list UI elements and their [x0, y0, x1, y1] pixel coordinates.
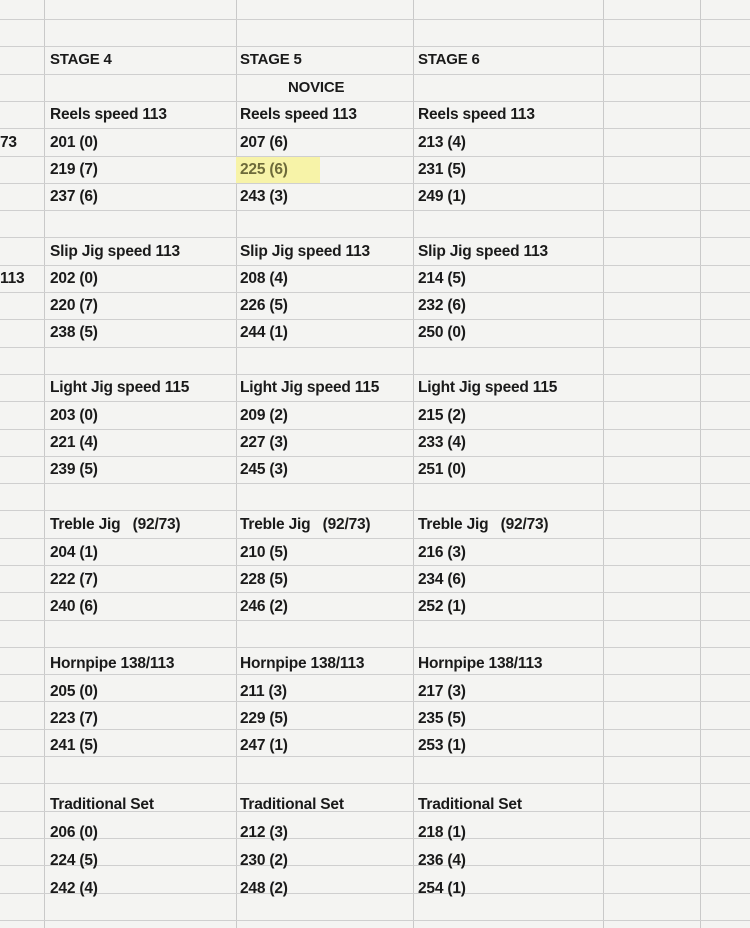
dance-title-light-jig-stage4: Light Jig speed 115 [50, 379, 190, 396]
dance-title-reels-stage4: Reels speed 113 [50, 106, 167, 123]
table-cell: 202 (0) [50, 270, 98, 287]
table-cell: 253 (1) [418, 737, 466, 754]
table-cell: 208 (4) [240, 270, 288, 287]
dance-title-hornpipe-stage5: Hornpipe 138/113 [240, 655, 365, 672]
table-cell: 209 (2) [240, 407, 288, 424]
level-label: NOVICE [288, 79, 345, 96]
table-cell: 240 (6) [50, 598, 98, 615]
table-cell: 201 (0) [50, 134, 98, 151]
table-cell: 239 (5) [50, 461, 98, 478]
highlighted-cell: 225 (6) [236, 157, 320, 183]
left-partial-value: 73 [0, 134, 17, 151]
grid-line [0, 429, 750, 430]
grid-line [0, 592, 750, 593]
table-cell: 222 (7) [50, 571, 98, 588]
grid-line [0, 210, 750, 211]
table-cell: 236 (4) [418, 852, 466, 869]
grid-line [0, 74, 750, 75]
grid-line [0, 838, 750, 839]
grid-line [0, 347, 750, 348]
table-cell: 232 (6) [418, 297, 466, 314]
table-cell: 250 (0) [418, 324, 466, 341]
table-cell: 252 (1) [418, 598, 466, 615]
table-cell: 231 (5) [418, 161, 466, 178]
dance-title-traditional-set-stage6: Traditional Set [418, 796, 522, 813]
table-cell: 233 (4) [418, 434, 466, 451]
dance-title-slip-jig-stage4: Slip Jig speed 113 [50, 243, 180, 260]
grid-line [0, 292, 750, 293]
stage-header-6: STAGE 6 [418, 51, 480, 68]
table-cell: 245 (3) [240, 461, 288, 478]
grid-line [700, 0, 701, 928]
table-cell: 206 (0) [50, 824, 98, 841]
grid-line [0, 456, 750, 457]
table-cell: 241 (5) [50, 737, 98, 754]
dance-title-light-jig-stage5: Light Jig speed 115 [240, 379, 380, 396]
table-cell: 242 (4) [50, 880, 98, 897]
dance-title-reels-stage6: Reels speed 113 [418, 106, 535, 123]
table-cell: 235 (5) [418, 710, 466, 727]
table-cell: 220 (7) [50, 297, 98, 314]
table-cell: 223 (7) [50, 710, 98, 727]
grid-line [0, 265, 750, 266]
table-cell: 213 (4) [418, 134, 466, 151]
dance-title-slip-jig-stage6: Slip Jig speed 113 [418, 243, 548, 260]
grid-line [0, 128, 750, 129]
grid-line [0, 565, 750, 566]
table-cell: 216 (3) [418, 544, 466, 561]
grid-line [44, 0, 45, 928]
grid-line [0, 401, 750, 402]
grid-line [0, 538, 750, 539]
grid-line [0, 701, 750, 702]
dance-title-treble-jig-stage6: Treble Jig (92/73) [418, 516, 549, 533]
grid-line [0, 46, 750, 47]
table-cell: 238 (5) [50, 324, 98, 341]
grid-line [0, 319, 750, 320]
table-cell: 218 (1) [418, 824, 466, 841]
dance-title-hornpipe-stage4: Hornpipe 138/113 [50, 655, 175, 672]
table-cell: 211 (3) [240, 683, 287, 700]
table-cell: 226 (5) [240, 297, 288, 314]
table-cell: 248 (2) [240, 880, 288, 897]
table-cell: 212 (3) [240, 824, 288, 841]
grid-line [236, 0, 237, 928]
grid-line [0, 183, 750, 184]
dance-title-treble-jig-stage5: Treble Jig (92/73) [240, 516, 371, 533]
stage-header-5: STAGE 5 [240, 51, 302, 68]
table-cell: 251 (0) [418, 461, 466, 478]
grid-line [0, 620, 750, 621]
dance-title-hornpipe-stage6: Hornpipe 138/113 [418, 655, 543, 672]
grid-line [0, 893, 750, 894]
table-cell: 224 (5) [50, 852, 98, 869]
dance-title-treble-jig-stage4: Treble Jig (92/73) [50, 516, 181, 533]
grid-line [0, 865, 750, 866]
dance-title-slip-jig-stage5: Slip Jig speed 113 [240, 243, 370, 260]
table-cell: 246 (2) [240, 598, 288, 615]
grid-line [0, 783, 750, 784]
table-cell: 228 (5) [240, 571, 288, 588]
table-cell: 215 (2) [418, 407, 466, 424]
table-cell: 207 (6) [240, 134, 288, 151]
table-cell: 249 (1) [418, 188, 466, 205]
grid-line [0, 483, 750, 484]
table-cell: 219 (7) [50, 161, 98, 178]
grid-line [0, 237, 750, 238]
grid-line [0, 920, 750, 921]
dance-title-reels-stage5: Reels speed 113 [240, 106, 357, 123]
table-cell: 244 (1) [240, 324, 288, 341]
stage-header-4: STAGE 4 [50, 51, 112, 68]
left-partial-value: 113 [0, 270, 25, 287]
grid-line [0, 729, 750, 730]
grid-line [0, 19, 750, 20]
table-cell: 243 (3) [240, 188, 288, 205]
grid-line [0, 510, 750, 511]
table-cell: 217 (3) [418, 683, 466, 700]
table-cell: 203 (0) [50, 407, 98, 424]
table-cell: 205 (0) [50, 683, 98, 700]
grid-line [603, 0, 604, 928]
table-cell: 230 (2) [240, 852, 288, 869]
table-cell: 204 (1) [50, 544, 98, 561]
dance-title-light-jig-stage6: Light Jig speed 115 [418, 379, 558, 396]
table-cell: 254 (1) [418, 880, 466, 897]
dance-title-traditional-set-stage4: Traditional Set [50, 796, 154, 813]
table-cell: 227 (3) [240, 434, 288, 451]
table-cell: 214 (5) [418, 270, 466, 287]
table-cell: 229 (5) [240, 710, 288, 727]
table-cell: 210 (5) [240, 544, 288, 561]
grid-line [0, 756, 750, 757]
table-cell: 221 (4) [50, 434, 98, 451]
grid-line [0, 156, 750, 157]
grid-line [0, 647, 750, 648]
dance-title-traditional-set-stage5: Traditional Set [240, 796, 344, 813]
table-cell: 247 (1) [240, 737, 288, 754]
grid-line [413, 0, 414, 928]
table-cell: 237 (6) [50, 188, 98, 205]
table-cell: 234 (6) [418, 571, 466, 588]
